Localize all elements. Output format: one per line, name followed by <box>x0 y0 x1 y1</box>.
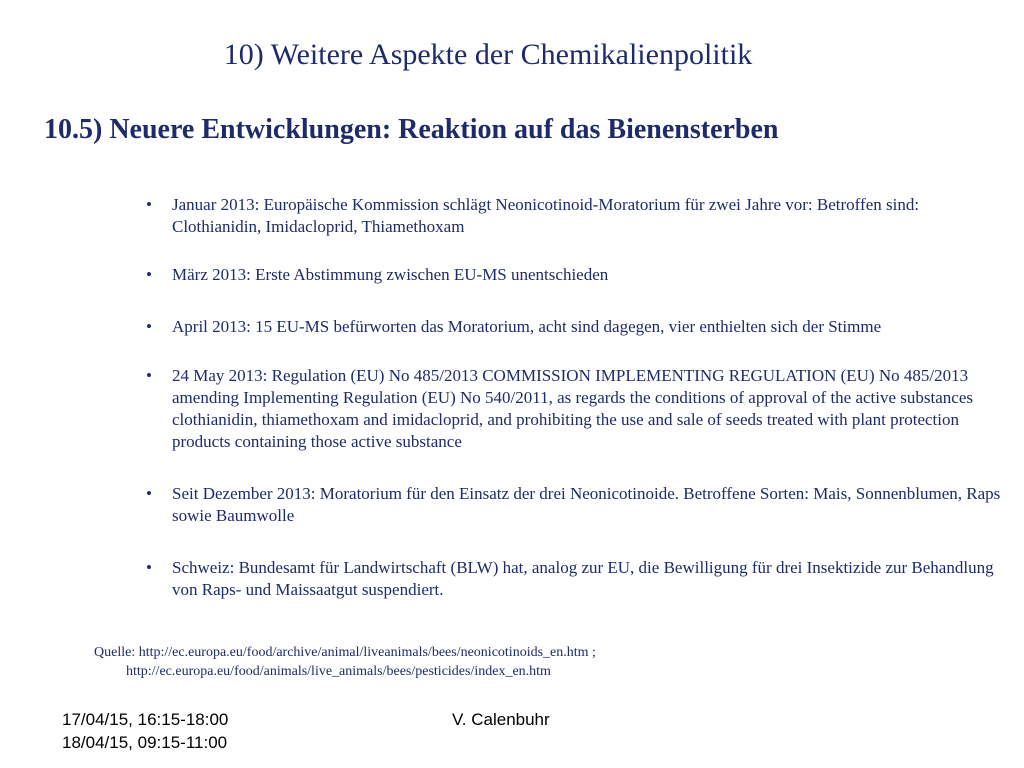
slide-title: 10) Weitere Aspekte der Chemikalienpolitik <box>223 38 753 71</box>
footer-date <box>62 708 228 754</box>
footer-author: V. Calenbuhr <box>452 710 550 729</box>
footer-date-line-1: 17/04/15, 16:15-18:00 <box>62 710 229 729</box>
slide-subtitle: 10.5) Neuere Entwicklungen: Reaktion auf das Bienensterben <box>44 114 779 145</box>
bullet-item <box>146 264 1008 286</box>
bullet-item <box>146 483 1008 527</box>
bullet-icon: • <box>146 484 152 503</box>
source-line-1: Quelle: http://ec.europa.eu/food/archive/animal/liveanimals/bees/neonicotinoids_en.htm ; <box>94 645 596 660</box>
source-line-2: http://ec.europa.eu/food/animals/live_animals/bees/pesticides/index_en.htm <box>126 664 551 679</box>
bullet-list <box>146 194 1008 601</box>
bullet-item <box>146 557 1008 601</box>
footer-date-line-2: 18/04/15, 09:15-11:00 <box>62 733 228 752</box>
bullet-icon: • <box>146 317 152 336</box>
bullet-text: Januar 2013: Europäische Kommission schlägt Neonicotinoid-Moratorium für zwei Jahre vor: Betroffen sind: Clothianidin, Imidacloprid, Thiamethoxam <box>172 195 920 236</box>
source-note <box>94 643 994 681</box>
bullet-text: März 2013: Erste Abstimmung zwischen EU-MS unentschieden <box>172 265 609 284</box>
bullet-text: April 2013: 15 EU-MS befürworten das Moratorium, acht sind dagegen, vier enthielten sich der Stimme <box>172 317 882 336</box>
bullet-text: Seit Dezember 2013: Moratorium für den Einsatz der drei Neonicotinoide. Betroffene Sorten: Mais, Sonnenblumen, Raps sowie Baumwolle <box>172 484 1001 525</box>
bullet-item <box>146 194 1008 238</box>
bullet-icon: • <box>146 366 152 385</box>
bullet-icon: • <box>146 195 152 214</box>
bullet-text: Schweiz: Bundesamt für Landwirtschaft (BLW) hat, analog zur EU, die Bewilligung für drei Insektizide zur Behandlung von Raps- und Maissaatgut suspendiert. <box>172 558 994 599</box>
bullet-icon: • <box>146 265 152 284</box>
bullet-item <box>146 316 1008 338</box>
bullet-item <box>146 365 1008 453</box>
bullet-icon: • <box>146 558 152 577</box>
bullet-text: 24 May 2013: Regulation (EU) No 485/2013 COMMISSION IMPLEMENTING REGULATION (EU) No 485/2013 amending Implementing Regulation (EU) No 540/2011, as regards the conditions of approval of the active substances clothianidin, thiamethoxam and imidacloprid, and prohibiting the use and sale of seeds treated with plant protection products containing those active substance <box>172 366 974 451</box>
